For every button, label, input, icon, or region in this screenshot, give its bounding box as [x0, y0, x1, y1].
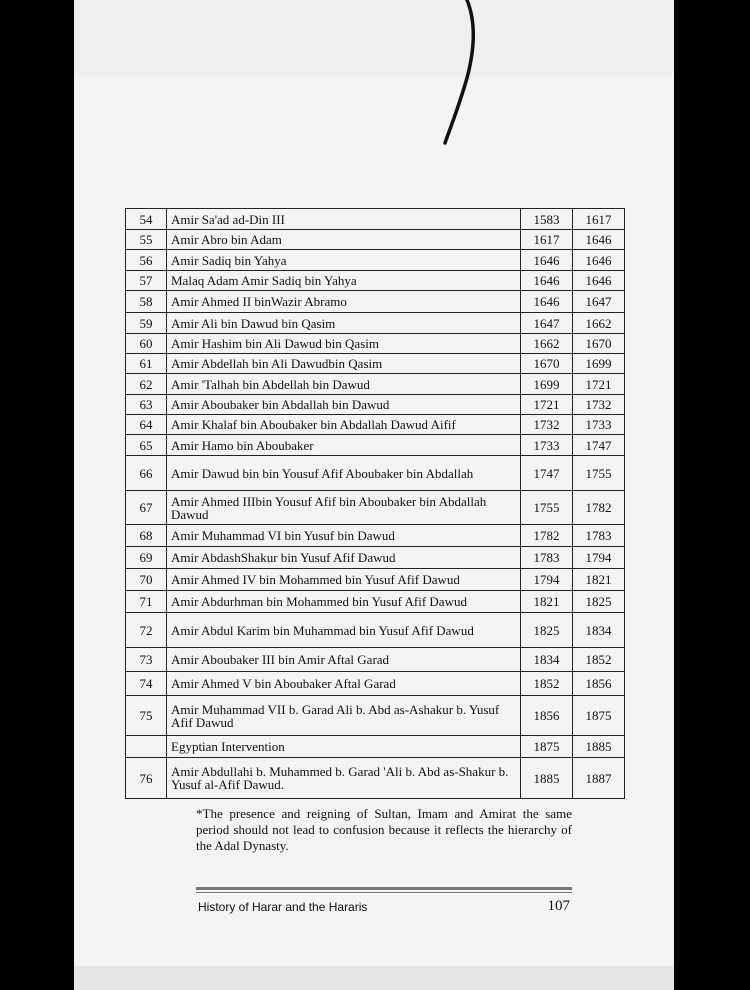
reign-end-year: 1875: [573, 696, 625, 736]
reign-start-year: 1747: [521, 456, 573, 491]
reign-end-year: 1721: [573, 374, 625, 395]
row-number: 69: [126, 547, 167, 569]
reign-start-year: 1856: [521, 696, 573, 736]
amir-name: Amir Sadiq bin Yahya: [167, 250, 521, 271]
row-number: 57: [126, 271, 167, 291]
reign-start-year: 1646: [521, 250, 573, 271]
row-number: 62: [126, 374, 167, 395]
footer-rule: [196, 887, 572, 890]
reign-start-year: 1699: [521, 374, 573, 395]
table-row: [126, 334, 625, 354]
table-row: [126, 696, 625, 736]
reign-end-year: 1856: [573, 672, 625, 696]
row-number: 61: [126, 354, 167, 374]
row-number: 65: [126, 435, 167, 456]
amir-name: Egyptian Intervention: [167, 736, 521, 758]
amir-name: Amir Sa'ad ad-Din III: [167, 209, 521, 230]
table-row: [126, 209, 625, 230]
amir-name: Amir Hamo bin Aboubaker: [167, 435, 521, 456]
amir-name: Amir Abdurhman bin Mohammed bin Yusuf Afif Dawud: [167, 591, 521, 613]
page-number: 107: [547, 898, 570, 914]
amir-name: Amir Abdellah bin Ali Dawudbin Qasim: [167, 354, 521, 374]
row-number: 63: [126, 395, 167, 415]
reign-start-year: 1647: [521, 313, 573, 334]
reign-end-year: 1852: [573, 648, 625, 672]
row-number: 55: [126, 230, 167, 250]
table-row: [126, 395, 625, 415]
table-row: [126, 613, 625, 648]
reign-end-year: 1647: [573, 291, 625, 313]
table-row: [126, 271, 625, 291]
row-number: [126, 736, 167, 758]
reign-start-year: 1825: [521, 613, 573, 648]
reign-end-year: 1670: [573, 334, 625, 354]
reign-end-year: 1646: [573, 230, 625, 250]
row-number: 71: [126, 591, 167, 613]
footnote: *The presence and reigning of Sultan, Imam and Amirat the same period should not lead to confusion because it reflects the hierarchy of the Adal Dynasty.: [196, 806, 572, 853]
amir-name: Amir Ahmed II binWazir Abramo: [167, 291, 521, 313]
amir-name: Amir Ahmed V bin Aboubaker Aftal Garad: [167, 672, 521, 696]
row-number: 75: [126, 696, 167, 736]
reign-end-year: 1699: [573, 354, 625, 374]
amir-name: Amir Ali bin Dawud bin Qasim: [167, 313, 521, 334]
reign-start-year: 1783: [521, 547, 573, 569]
table-row: [126, 291, 625, 313]
amir-name: Amir Abro bin Adam: [167, 230, 521, 250]
reign-start-year: 1834: [521, 648, 573, 672]
row-number: 74: [126, 672, 167, 696]
row-number: 54: [126, 209, 167, 230]
reign-end-year: 1646: [573, 250, 625, 271]
reign-end-year: 1885: [573, 736, 625, 758]
amir-name: Amir Khalaf bin Aboubaker bin Abdallah Dawud Aifif: [167, 415, 521, 435]
row-number: 68: [126, 525, 167, 547]
table-row: [126, 374, 625, 395]
amir-name: Amir Hashim bin Ali Dawud bin Qasim: [167, 334, 521, 354]
row-number: 66: [126, 456, 167, 491]
table-row: [126, 491, 625, 525]
row-number: 60: [126, 334, 167, 354]
reign-start-year: 1617: [521, 230, 573, 250]
reign-start-year: 1662: [521, 334, 573, 354]
row-number: 73: [126, 648, 167, 672]
table-row: [126, 525, 625, 547]
reign-end-year: 1747: [573, 435, 625, 456]
row-number: 56: [126, 250, 167, 271]
amir-name: Amir Ahmed IV bin Mohammed bin Yusuf Afif Dawud: [167, 569, 521, 591]
table-row: [126, 547, 625, 569]
reign-start-year: 1732: [521, 415, 573, 435]
reign-end-year: 1825: [573, 591, 625, 613]
row-number: 58: [126, 291, 167, 313]
page-bottom-shade: [74, 966, 674, 990]
reign-end-year: 1617: [573, 209, 625, 230]
amir-name: Amir Aboubaker bin Abdallah bin Dawud: [167, 395, 521, 415]
reign-end-year: 1794: [573, 547, 625, 569]
reign-start-year: 1782: [521, 525, 573, 547]
table-row: [126, 758, 625, 799]
footer-rule-thin: [196, 892, 572, 893]
reign-end-year: 1783: [573, 525, 625, 547]
reign-start-year: 1852: [521, 672, 573, 696]
reign-end-year: 1646: [573, 271, 625, 291]
table-row: [126, 648, 625, 672]
reign-start-year: 1755: [521, 491, 573, 525]
reign-start-year: 1733: [521, 435, 573, 456]
reign-start-year: 1721: [521, 395, 573, 415]
reign-start-year: 1875: [521, 736, 573, 758]
reign-start-year: 1583: [521, 209, 573, 230]
amir-name: Amir Aboubaker III bin Amir Aftal Garad: [167, 648, 521, 672]
amir-name: Amir Dawud bin bin Yousuf Afif Aboubaker bin Abdallah: [167, 456, 521, 491]
reign-start-year: 1821: [521, 591, 573, 613]
table-row: [126, 456, 625, 491]
table-row: [126, 672, 625, 696]
reign-end-year: 1662: [573, 313, 625, 334]
table-row: [126, 354, 625, 374]
reign-end-year: 1834: [573, 613, 625, 648]
book-page: [74, 0, 674, 990]
amir-name: Amir Muhammad VII b. Garad Ali b. Abd as-Ashakur b. Yusuf Afif Dawud: [167, 696, 521, 736]
reign-start-year: 1646: [521, 271, 573, 291]
table-row: [126, 591, 625, 613]
reign-end-year: 1755: [573, 456, 625, 491]
reign-end-year: 1733: [573, 415, 625, 435]
amir-name: Amir Muhammad VI bin Yusuf bin Dawud: [167, 525, 521, 547]
row-number: 76: [126, 758, 167, 799]
amir-name: Malaq Adam Amir Sadiq bin Yahya: [167, 271, 521, 291]
reign-start-year: 1646: [521, 291, 573, 313]
table-row: [126, 250, 625, 271]
reign-end-year: 1782: [573, 491, 625, 525]
amir-name: Amir Ahmed IIIbin Yousuf Afif bin Aboubaker bin Abdallah Dawud: [167, 491, 521, 525]
row-number: 70: [126, 569, 167, 591]
amir-name: Amir 'Talhah bin Abdellah bin Dawud: [167, 374, 521, 395]
amir-name: Amir Abdullahi b. Muhammed b. Garad 'Ali b. Abd as-Shakur b. Yusuf al-Afif Dawud.: [167, 758, 521, 799]
pen-stroke-mark: [74, 0, 674, 160]
table-row: [126, 415, 625, 435]
table-row: [126, 569, 625, 591]
amir-name: Amir Abdul Karim bin Muhammad bin Yusuf Afif Dawud: [167, 613, 521, 648]
reign-end-year: 1732: [573, 395, 625, 415]
row-number: 72: [126, 613, 167, 648]
row-number: 64: [126, 415, 167, 435]
running-title: History of Harar and the Hararis: [198, 900, 368, 914]
table-row: [126, 230, 625, 250]
table-row: [126, 736, 625, 758]
row-number: 59: [126, 313, 167, 334]
table-row: [126, 313, 625, 334]
amir-reign-table: [125, 208, 625, 799]
table-row: [126, 435, 625, 456]
amir-name: Amir AbdashShakur bin Yusuf Afif Dawud: [167, 547, 521, 569]
row-number: 67: [126, 491, 167, 525]
reign-start-year: 1885: [521, 758, 573, 799]
reign-end-year: 1887: [573, 758, 625, 799]
reign-end-year: 1821: [573, 569, 625, 591]
reign-start-year: 1794: [521, 569, 573, 591]
reign-start-year: 1670: [521, 354, 573, 374]
